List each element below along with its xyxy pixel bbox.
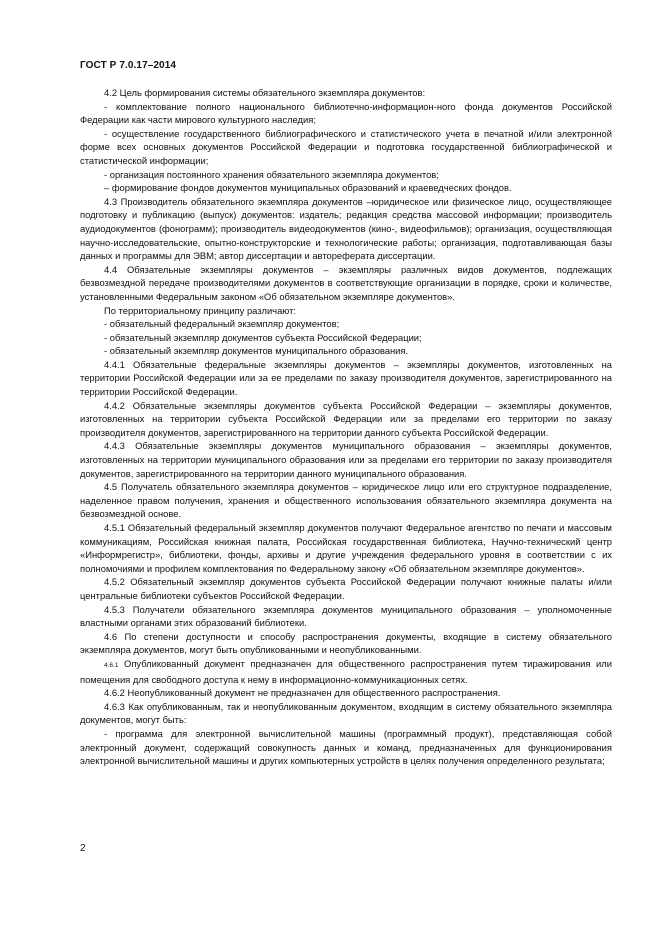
paragraph: - обязательный экземпляр документов муниципального образования. <box>104 345 409 357</box>
paragraph: – формирование фондов документов муниципальных образований и краеведческих фондов. <box>104 182 512 194</box>
paragraph-4-6-1 <box>80 657 612 686</box>
paragraph: 4.4.2 Обязательные экземпляры документов субъекта Российской Федерации – экземпляры документов, изготовленных на территории субъекта Российской Федерации или за пределами его территории по заказу производителя документов, зарегистрированного на территории данного субъекта Российской Федерации. <box>80 399 612 438</box>
paragraph: 4.6 По степени доступности и способу распространения документы, входящие в систему обязательного экземпляра документов, могут быть опубликованными и неопубликованными. <box>80 630 612 656</box>
paragraph: 4.3 Производитель обязательного экземпляра документов –юридическое или физическое лицо, осуществляющее подготовку и публикацию (выпуск) документов: издатель; редакция средства массовой информации; производитель аудиодокументов (фонограмм); производитель видеодокументов (кино-, видеофильмов); организация, осуществляющая научно-исследовательские, опытно-конструкторские и технологические работы; организация, подготавливающая базы данных и программы для ЭВМ; автор диссертации и автореферата диссертации. <box>80 195 612 262</box>
paragraph: По территориальному принципу различают: <box>104 304 297 316</box>
paragraph: 4.5 Получатель обязательного экземпляра документов – юридическое лицо или его структурное подразделение, наделенное правом получения, хранения и общественного использования обязательного экземпляра документа на безвозмездной основе. <box>80 481 612 520</box>
paragraph: - программа для электронной вычислительной машины (программный продукт), представляющая собой электронный документ, содержащий совокупность данных и команд, предназначенных для функционирования электронной вычислительной машины и других компьютерных устройств в целях получения определенного результата; <box>80 727 612 767</box>
paragraph-text: Опубликованный документ предназначен для общественного распространения путем тиражирования или помещения для свободного доступа к нему в информационно-коммуникационных сетях. <box>80 657 612 685</box>
paragraph: 4.4.1 Обязательные федеральные экземпляры документов – экземпляры документов, изготовленных на территории Российской Федерации или за ее пределами по заказу производителя документов, зарегистрированного на территории Российской Федерации. <box>80 358 612 398</box>
paragraph: 4.5.2 Обязательный экземпляр документов субъекта Российской Федерации получают книжные палаты и/или центральные библиотеки субъектов Российской Федерации. <box>80 576 612 601</box>
document-header: ГОСТ Р 7.0.17–2014 <box>80 60 177 71</box>
document-body <box>80 86 612 768</box>
paragraph: - осуществление государственного библиографического и статистического учета в печатной и/или электронной форме всех основных документов Российской Федерации и подготовка государственной библиографической и статистической информации; <box>80 127 612 166</box>
paragraph: 4.2 Цель формирования системы обязательного экземпляра документов: <box>104 87 426 98</box>
paragraph: 4.6.2 Неопубликованный документ не предназначен для общественного распространения. <box>104 687 501 699</box>
paragraph: 4.4.3 Обязательные экземпляры документов муниципального образования – экземпляры документов, изготовленных на территории муниципального образования или за пределами его территории по заказу производителя документов, зарегистрированного на территории данного муниципального образования. <box>80 440 612 479</box>
paragraph: - комплектование полного национального библиотечно-информацион-ного фонда документов Российской Федерации как части мирового культурного наследия; <box>80 100 612 126</box>
paragraph: 4.5.1 Обязательный федеральный экземпляр документов получают Федеральное агентство по печати и массовым коммуникациям, Российская книжная палата, Российская государственная библиотека, Научно-технический центр «Информрегистр», библиотеки, фонды, архивы и другие учреждения федерального уровня в соответствии с их полномочиями и профилем комплектования по Федеральному закону «Об обязательном экземпляре документов». <box>80 522 612 574</box>
paragraph: - организация постоянного хранения обязательного экземпляра документов; <box>104 168 439 180</box>
paragraph: - обязательный экземпляр документов субъекта Российской Федерации; <box>104 331 422 343</box>
paragraph: - обязательный федеральный экземпляр документов; <box>104 318 340 330</box>
paragraph: 4.4 Обязательные экземпляры документов – экземпляры различных видов документов, подлежащих безвозмездной передаче производителями документов в соответствующие организации в порядке, сроки и количестве, установленными Федеральным законом «Об обязательном экземпляре документов». <box>80 263 612 302</box>
paragraph-number: 4.6.1 <box>104 661 119 669</box>
page-number: 2 <box>80 843 86 854</box>
paragraph: 4.6.3 Как опубликованным, так и неопубликованным документом, входящим в систему обязательного экземпляра документов, могут быть: <box>80 700 612 726</box>
paragraph: 4.5.3 Получатели обязательного экземпляра документов муниципального образования – уполномоченные властными органами этих образований библиотеки. <box>80 603 612 629</box>
